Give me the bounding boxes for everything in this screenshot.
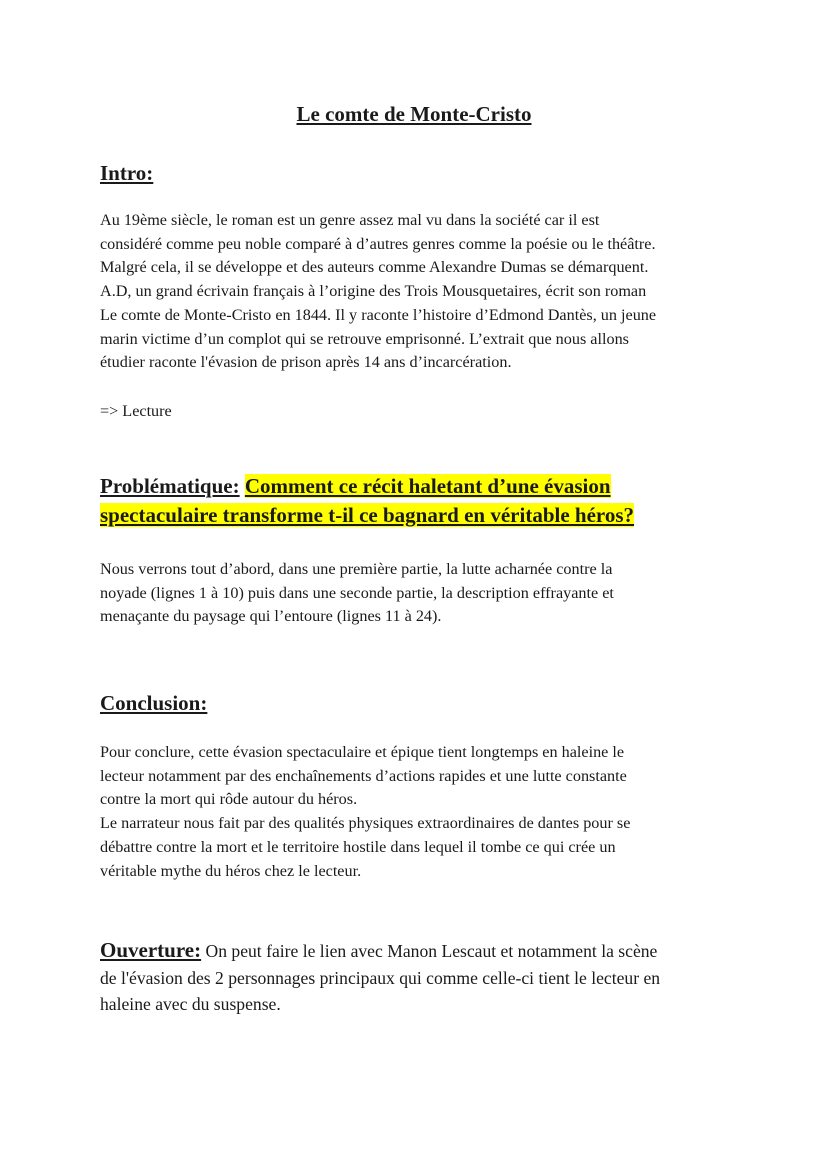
ouverture-line3: haleine avec du suspense.	[100, 994, 281, 1014]
conclusion-line: véritable mythe du héros chez le lecteur.	[100, 861, 362, 880]
intro-heading: Intro:	[100, 161, 154, 185]
ouverture-block	[100, 937, 740, 1018]
problematique-label: Problématique:	[100, 474, 240, 498]
conclusion-line: lecteur notamment par des enchaînements d’actions rapides et une lutte constante	[100, 766, 627, 785]
plan-line: Nous verrons tout d’abord, dans une première partie, la lutte acharnée contre la	[100, 560, 613, 578]
conclusion-heading: Conclusion:	[100, 691, 208, 715]
plan-line: menaçante du paysage qui l’entoure (lignes 11 à 24).	[100, 607, 442, 626]
plan-line: noyade (lignes 1 à 10) puis dans une seconde partie, la description effrayante et	[100, 583, 614, 602]
intro-line: étudier raconte l'évasion de prison après 14 ans d’incarcération.	[100, 353, 512, 372]
intro-line: Malgré cela, il se développe et des auteurs comme Alexandre Dumas se démarquent.	[100, 258, 649, 277]
ouverture-label: Ouverture:	[100, 938, 202, 962]
intro-line: Au 19ème siècle, le roman est un genre assez mal vu dans la société car il est	[100, 211, 600, 229]
intro-line: considéré comme peu noble comparé à d’autres genres comme la poésie ou le théâtre.	[100, 234, 656, 253]
lecture-text: => Lecture	[100, 402, 172, 420]
intro-line: Le comte de Monte-Cristo en 1844. Il y raconte l’histoire d’Edmond Dantès, un jeune	[100, 305, 657, 324]
lecture-line	[100, 400, 740, 424]
conclusion-line: Le narrateur nous fait par des qualités physiques extraordinaires de dantes pour se	[100, 814, 631, 833]
ouverture-line1: On peut faire le lien avec Manon Lescaut et notamment la scène	[201, 941, 658, 961]
conclusion-line: Pour conclure, cette évasion spectaculaire et épique tient longtemps en haleine le	[100, 743, 625, 761]
intro-paragraph	[100, 209, 740, 375]
problematique-question-line1: Comment ce récit haletant d’une évasion	[244, 474, 611, 498]
ouverture-line2: de l'évasion des 2 personnages principaux qui comme celle-ci tient le lecteur en	[100, 967, 661, 988]
problematique-block	[100, 472, 740, 530]
problematique-question-line2: spectaculaire transforme t-il ce bagnard en véritable héros?	[100, 503, 635, 527]
document-title: Le comte de Monte-Cristo	[296, 102, 532, 126]
plan-paragraph	[100, 558, 740, 629]
conclusion-paragraph	[100, 741, 740, 883]
conclusion-line: contre la mort qui rôde autour du héros.	[100, 790, 358, 809]
intro-line: marin victime d’un complot qui se retrouve emprisonné. L’extrait que nous allons	[100, 329, 629, 348]
conclusion-line: débattre contre la mort et le territoire hostile dans lequel il tombe ce qui crée un	[100, 837, 616, 856]
intro-line: A.D, un grand écrivain français à l’origine des Trois Mousquetaires, écrit son roman	[100, 282, 647, 301]
